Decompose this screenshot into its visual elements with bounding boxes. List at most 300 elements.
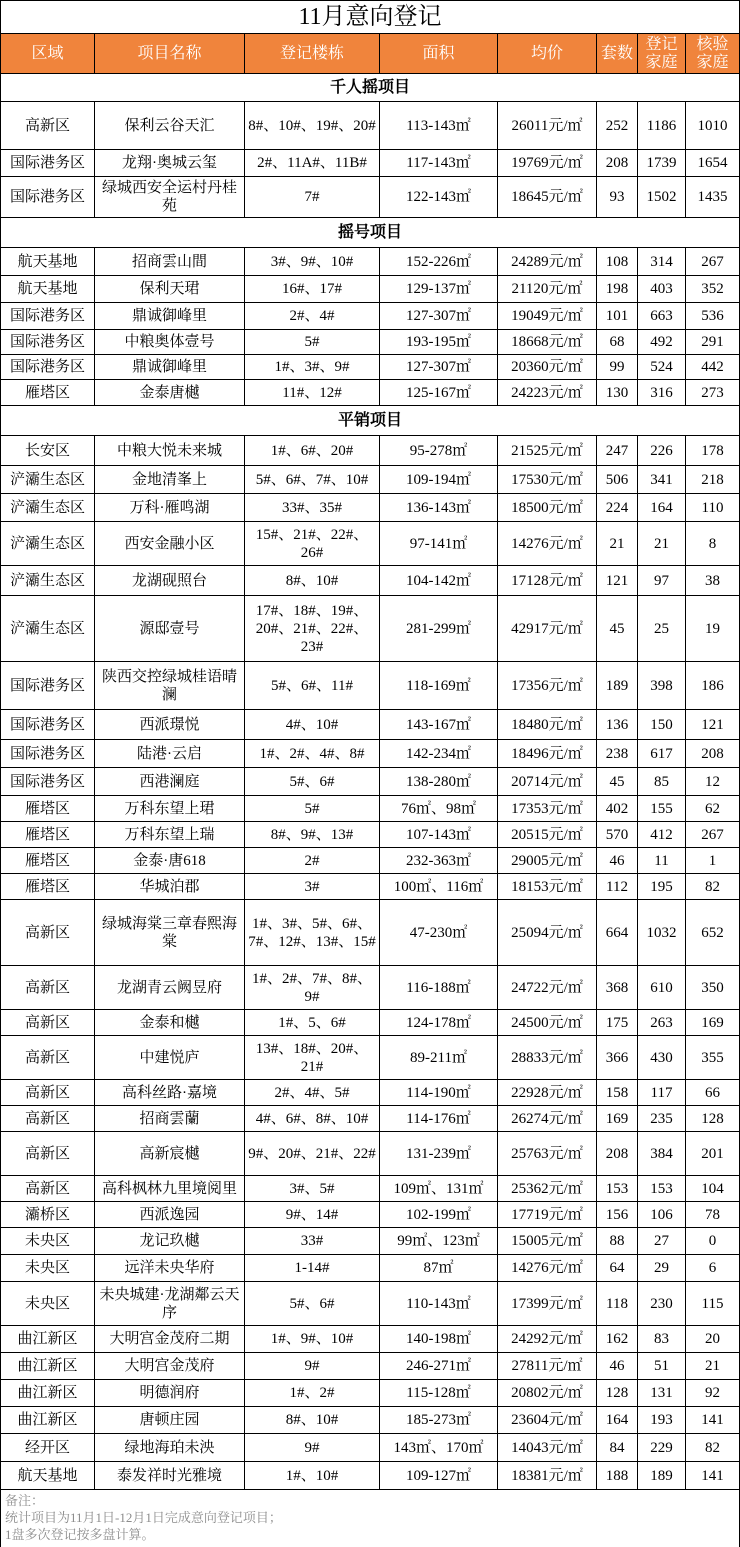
registered-households-cell: 106 (638, 1202, 686, 1227)
column-header-units (597, 34, 638, 73)
project-name-cell: 招商雲山間 (95, 248, 245, 275)
district-cell: 浐灞生态区 (0, 566, 95, 595)
registered-households-cell: 384 (638, 1132, 686, 1175)
building-numbers-cell: 1#、2#、7#、8#、9# (245, 966, 380, 1009)
average-price-cell: 18153元/㎡ (498, 874, 597, 899)
table-row (0, 494, 740, 522)
project-name-cell: 金泰唐樾 (95, 380, 245, 405)
column-header-label: 登记楼栋 (279, 44, 344, 62)
verified-households-cell: 78 (686, 1202, 740, 1227)
building-numbers-cell: 13#、18#、20#、21# (245, 1036, 380, 1079)
building-numbers-cell: 1#、3#、5#、6#、7#、12#、13#、15# (245, 900, 380, 965)
section-header-row (0, 74, 740, 102)
area-cell: 114-190㎡ (380, 1080, 498, 1105)
column-header-label: 项目名称 (137, 44, 202, 62)
verified-households-cell: 178 (686, 436, 740, 465)
building-numbers-cell: 9#、14# (245, 1202, 380, 1227)
column-header-building-numbers (245, 34, 380, 73)
project-name-cell: 金地清峯上 (95, 466, 245, 493)
district-cell: 高新区 (0, 1080, 95, 1105)
units-cell: 108 (597, 248, 638, 275)
registered-households-cell: 164 (638, 494, 686, 521)
average-price-cell: 26274元/㎡ (498, 1106, 597, 1131)
project-name-cell: 保利云谷天汇 (95, 102, 245, 149)
registered-households-cell: 21 (638, 522, 686, 565)
average-price-cell: 17128元/㎡ (498, 566, 597, 595)
building-numbers-cell: 1#、10# (245, 1462, 380, 1489)
table-row (0, 1380, 740, 1407)
project-name-cell: 陆港·云启 (95, 740, 245, 767)
table-row (0, 1228, 740, 1255)
table-row (0, 355, 740, 380)
verified-households-cell: 186 (686, 662, 740, 709)
district-cell: 未央区 (0, 1255, 95, 1281)
registered-households-cell: 610 (638, 966, 686, 1009)
area-cell: 109㎡、131㎡ (380, 1176, 498, 1201)
building-numbers-cell: 15#、21#、22#、26# (245, 522, 380, 565)
units-cell: 88 (597, 1228, 638, 1254)
district-cell: 高新区 (0, 1010, 95, 1035)
average-price-cell: 22928元/㎡ (498, 1080, 597, 1105)
table-row (0, 1282, 740, 1326)
area-cell: 122-143㎡ (380, 177, 498, 217)
table-row (0, 1434, 740, 1462)
units-cell: 68 (597, 330, 638, 354)
verified-households-cell: 12 (686, 768, 740, 795)
verified-households-cell: 267 (686, 822, 740, 847)
verified-households-cell: 62 (686, 796, 740, 821)
average-price-cell: 18381元/㎡ (498, 1462, 597, 1489)
column-header-area (380, 34, 498, 73)
units-cell: 368 (597, 966, 638, 1009)
average-price-cell: 14043元/㎡ (498, 1434, 597, 1461)
table-row (0, 380, 740, 406)
average-price-cell: 19049元/㎡ (498, 303, 597, 329)
project-name-cell: 高科枫林九里境阅里 (95, 1176, 245, 1201)
project-name-cell: 鼎诚御峰里 (95, 355, 245, 379)
units-cell: 198 (597, 276, 638, 302)
building-numbers-cell: 4#、10# (245, 710, 380, 739)
project-name-cell: 未央城建·龙湖鄰云天序 (95, 1282, 245, 1325)
area-cell: 142-234㎡ (380, 740, 498, 767)
project-name-cell: 绿城西安全运村丹桂苑 (95, 177, 245, 217)
district-cell: 曲江新区 (0, 1407, 95, 1433)
area-cell: 152-226㎡ (380, 248, 498, 275)
building-numbers-cell: 2#、4#、5# (245, 1080, 380, 1105)
area-cell: 138-280㎡ (380, 768, 498, 795)
verified-households-cell: 652 (686, 900, 740, 965)
table-row (0, 330, 740, 355)
district-cell: 雁塔区 (0, 822, 95, 847)
verified-households-cell: 442 (686, 355, 740, 379)
table-row (0, 303, 740, 330)
units-cell: 136 (597, 710, 638, 739)
average-price-cell: 24722元/㎡ (498, 966, 597, 1009)
area-cell: 246-271㎡ (380, 1353, 498, 1379)
building-numbers-cell: 1#、5、6# (245, 1010, 380, 1035)
area-cell: 113-143㎡ (380, 102, 498, 149)
table-body (0, 74, 740, 1490)
verified-households-cell: 208 (686, 740, 740, 767)
average-price-cell: 25362元/㎡ (498, 1176, 597, 1201)
units-cell: 247 (597, 436, 638, 465)
district-cell: 国际港务区 (0, 740, 95, 767)
average-price-cell: 14276元/㎡ (498, 1255, 597, 1281)
area-cell: 125-167㎡ (380, 380, 498, 405)
table-row (0, 900, 740, 966)
table-row (0, 1462, 740, 1490)
table-row (0, 1176, 740, 1202)
column-header-project-name (95, 34, 245, 73)
average-price-cell: 24289元/㎡ (498, 248, 597, 275)
building-numbers-cell: 1#、3#、9# (245, 355, 380, 379)
units-cell: 45 (597, 768, 638, 795)
area-cell: 136-143㎡ (380, 494, 498, 521)
units-cell: 156 (597, 1202, 638, 1227)
registered-households-cell: 155 (638, 796, 686, 821)
registered-households-cell: 403 (638, 276, 686, 302)
average-price-cell: 17719元/㎡ (498, 1202, 597, 1227)
project-name-cell: 高科丝路·嘉境 (95, 1080, 245, 1105)
notes-line: 1盘多次登记按多盘计算。 (5, 1527, 155, 1542)
area-cell: 232-363㎡ (380, 848, 498, 873)
registered-households-cell: 230 (638, 1282, 686, 1325)
registered-households-cell: 195 (638, 874, 686, 899)
registered-households-cell: 150 (638, 710, 686, 739)
project-name-cell: 西派逸园 (95, 1202, 245, 1227)
project-name-cell: 泰发祥时光雅境 (95, 1462, 245, 1489)
verified-households-cell: 1010 (686, 102, 740, 149)
section-header: 千人摇项目 (0, 74, 740, 101)
project-name-cell: 大明宫金茂府 (95, 1353, 245, 1379)
section-header: 摇号项目 (0, 218, 740, 247)
table-row (0, 276, 740, 303)
project-name-cell: 中粮奥体壹号 (95, 330, 245, 354)
building-numbers-cell: 5#、6# (245, 768, 380, 795)
area-cell: 47-230㎡ (380, 900, 498, 965)
table-row (0, 1132, 740, 1176)
table-row (0, 740, 740, 768)
average-price-cell: 20714元/㎡ (498, 768, 597, 795)
verified-households-cell: 6 (686, 1255, 740, 1281)
registered-households-cell: 11 (638, 848, 686, 873)
registered-households-cell: 430 (638, 1036, 686, 1079)
district-cell: 国际港务区 (0, 303, 95, 329)
district-cell: 曲江新区 (0, 1326, 95, 1352)
page-title: 11月意向登记 (0, 1, 740, 33)
units-cell: 188 (597, 1462, 638, 1489)
district-cell: 国际港务区 (0, 177, 95, 217)
registered-households-cell: 1502 (638, 177, 686, 217)
building-numbers-cell: 9#、20#、21#、22# (245, 1132, 380, 1175)
area-cell: 127-307㎡ (380, 355, 498, 379)
average-price-cell: 17356元/㎡ (498, 662, 597, 709)
district-cell: 国际港务区 (0, 330, 95, 354)
units-cell: 128 (597, 1380, 638, 1406)
verified-households-cell: 19 (686, 596, 740, 661)
area-cell: 281-299㎡ (380, 596, 498, 661)
registered-households-cell: 412 (638, 822, 686, 847)
registered-households-cell: 85 (638, 768, 686, 795)
building-numbers-cell: 17#、18#、19#、20#、21#、22#、23# (245, 596, 380, 661)
table-row (0, 1353, 740, 1380)
registered-households-cell: 524 (638, 355, 686, 379)
verified-households-cell: 141 (686, 1462, 740, 1489)
area-cell: 89-211㎡ (380, 1036, 498, 1079)
area-cell: 185-273㎡ (380, 1407, 498, 1433)
area-cell: 104-142㎡ (380, 566, 498, 595)
project-name-cell: 中建悦庐 (95, 1036, 245, 1079)
average-price-cell: 24223元/㎡ (498, 380, 597, 405)
average-price-cell: 20802元/㎡ (498, 1380, 597, 1406)
table-row (0, 248, 740, 276)
units-cell: 153 (597, 1176, 638, 1201)
table-row (0, 796, 740, 822)
project-name-cell: 万科·雁鸣湖 (95, 494, 245, 521)
building-numbers-cell: 33# (245, 1228, 380, 1254)
district-cell: 高新区 (0, 1106, 95, 1131)
area-cell: 110-143㎡ (380, 1282, 498, 1325)
verified-households-cell: 355 (686, 1036, 740, 1079)
column-header-average-price (498, 34, 597, 73)
verified-households-cell: 273 (686, 380, 740, 405)
units-cell: 84 (597, 1434, 638, 1461)
verified-households-cell: 104 (686, 1176, 740, 1201)
table-row (0, 1407, 740, 1434)
building-numbers-cell: 9# (245, 1353, 380, 1379)
section-header: 平销项目 (0, 406, 740, 435)
project-name-cell: 西港澜庭 (95, 768, 245, 795)
building-numbers-cell: 8#、9#、13# (245, 822, 380, 847)
units-cell: 402 (597, 796, 638, 821)
registered-households-cell: 1186 (638, 102, 686, 149)
area-cell: 109-127㎡ (380, 1462, 498, 1489)
column-header-label: 区域 (31, 44, 64, 62)
table-row (0, 1255, 740, 1282)
district-cell: 灞桥区 (0, 1202, 95, 1227)
area-cell: 124-178㎡ (380, 1010, 498, 1035)
table-row (0, 596, 740, 662)
units-cell: 101 (597, 303, 638, 329)
building-numbers-cell: 9# (245, 1434, 380, 1461)
district-cell: 浐灞生态区 (0, 494, 95, 521)
area-cell: 117-143㎡ (380, 150, 498, 176)
district-cell: 长安区 (0, 436, 95, 465)
registered-households-cell: 153 (638, 1176, 686, 1201)
building-numbers-cell: 3# (245, 874, 380, 899)
building-numbers-cell: 3#、9#、10# (245, 248, 380, 275)
project-name-cell: 大明宫金茂府二期 (95, 1326, 245, 1352)
district-cell: 雁塔区 (0, 874, 95, 899)
area-cell: 127-307㎡ (380, 303, 498, 329)
column-header-district (0, 34, 95, 73)
registered-households-cell: 131 (638, 1380, 686, 1406)
table-row (0, 848, 740, 874)
registered-households-cell: 235 (638, 1106, 686, 1131)
average-price-cell: 28833元/㎡ (498, 1036, 597, 1079)
units-cell: 189 (597, 662, 638, 709)
verified-households-cell: 82 (686, 1434, 740, 1461)
units-cell: 93 (597, 177, 638, 217)
district-cell: 高新区 (0, 900, 95, 965)
verified-households-cell: 1435 (686, 177, 740, 217)
average-price-cell: 21120元/㎡ (498, 276, 597, 302)
average-price-cell: 18645元/㎡ (498, 177, 597, 217)
column-header-registered-households (638, 34, 686, 73)
column-header-label: 登记家庭 (645, 35, 678, 71)
verified-households-cell: 110 (686, 494, 740, 521)
column-header-label: 核验家庭 (696, 35, 729, 71)
registered-households-cell: 663 (638, 303, 686, 329)
column-header-row (0, 34, 740, 74)
units-cell: 21 (597, 522, 638, 565)
district-cell: 经开区 (0, 1434, 95, 1461)
building-numbers-cell: 8#、10# (245, 1407, 380, 1433)
table-row (0, 662, 740, 710)
district-cell: 曲江新区 (0, 1353, 95, 1379)
registered-households-cell: 316 (638, 380, 686, 405)
units-cell: 175 (597, 1010, 638, 1035)
table-row (0, 177, 740, 218)
table-row (0, 1106, 740, 1132)
verified-households-cell: 1654 (686, 150, 740, 176)
registered-households-cell: 83 (638, 1326, 686, 1352)
verified-households-cell: 66 (686, 1080, 740, 1105)
project-name-cell: 龙湖青云阙昱府 (95, 966, 245, 1009)
project-name-cell: 万科东望上瑞 (95, 822, 245, 847)
area-cell: 107-143㎡ (380, 822, 498, 847)
district-cell: 浐灞生态区 (0, 466, 95, 493)
building-numbers-cell: 2# (245, 848, 380, 873)
units-cell: 118 (597, 1282, 638, 1325)
average-price-cell: 21525元/㎡ (498, 436, 597, 465)
project-name-cell: 招商雲蘭 (95, 1106, 245, 1131)
project-name-cell: 远洋未央华府 (95, 1255, 245, 1281)
table-row (0, 822, 740, 848)
building-numbers-cell: 7# (245, 177, 380, 217)
table-row (0, 466, 740, 494)
project-name-cell: 绿城海棠三章春熙海棠 (95, 900, 245, 965)
average-price-cell: 24292元/㎡ (498, 1326, 597, 1352)
units-cell: 208 (597, 1132, 638, 1175)
building-numbers-cell: 1#、9#、10# (245, 1326, 380, 1352)
table-row (0, 1326, 740, 1353)
column-header-label: 均价 (530, 44, 563, 62)
units-cell: 238 (597, 740, 638, 767)
table-row (0, 150, 740, 177)
units-cell: 506 (597, 466, 638, 493)
registered-households-cell: 314 (638, 248, 686, 275)
area-cell: 143-167㎡ (380, 710, 498, 739)
average-price-cell: 25763元/㎡ (498, 1132, 597, 1175)
notes (0, 1490, 740, 1547)
registered-households-cell: 27 (638, 1228, 686, 1254)
registered-households-cell: 492 (638, 330, 686, 354)
project-name-cell: 西派璟悦 (95, 710, 245, 739)
building-numbers-cell: 5#、6# (245, 1282, 380, 1325)
average-price-cell: 20360元/㎡ (498, 355, 597, 379)
district-cell: 国际港务区 (0, 710, 95, 739)
verified-households-cell: 201 (686, 1132, 740, 1175)
average-price-cell: 18668元/㎡ (498, 330, 597, 354)
section-header-row (0, 406, 740, 436)
project-name-cell: 金泰和樾 (95, 1010, 245, 1035)
registered-households-cell: 398 (638, 662, 686, 709)
building-numbers-cell: 2#、4# (245, 303, 380, 329)
district-cell: 高新区 (0, 1176, 95, 1201)
project-name-cell: 中粮大悦未来城 (95, 436, 245, 465)
area-cell: 193-195㎡ (380, 330, 498, 354)
district-cell: 浐灞生态区 (0, 522, 95, 565)
table-row (0, 102, 740, 150)
registered-households-cell: 1032 (638, 900, 686, 965)
table-row (0, 1202, 740, 1228)
title-row (0, 0, 740, 34)
average-price-cell: 18480元/㎡ (498, 710, 597, 739)
units-cell: 130 (597, 380, 638, 405)
area-cell: 97-141㎡ (380, 522, 498, 565)
district-cell: 浐灞生态区 (0, 596, 95, 661)
verified-households-cell: 0 (686, 1228, 740, 1254)
table-row (0, 966, 740, 1010)
average-price-cell: 23604元/㎡ (498, 1407, 597, 1433)
table-row (0, 710, 740, 740)
area-cell: 99㎡、123㎡ (380, 1228, 498, 1254)
registered-households-cell: 117 (638, 1080, 686, 1105)
average-price-cell: 20515元/㎡ (498, 822, 597, 847)
building-numbers-cell: 11#、12# (245, 380, 380, 405)
building-numbers-cell: 5# (245, 330, 380, 354)
notes-line: 统计项目为11月1日-12月1日完成意向登记项目； (5, 1510, 282, 1525)
district-cell: 雁塔区 (0, 380, 95, 405)
average-price-cell: 14276元/㎡ (498, 522, 597, 565)
column-header-label: 套数 (600, 44, 633, 62)
district-cell: 国际港务区 (0, 150, 95, 176)
project-name-cell: 保利天珺 (95, 276, 245, 302)
average-price-cell: 27811元/㎡ (498, 1353, 597, 1379)
project-name-cell: 源邸壹号 (95, 596, 245, 661)
registered-households-cell: 1739 (638, 150, 686, 176)
building-numbers-cell: 8#、10#、19#、20# (245, 102, 380, 149)
units-cell: 46 (597, 1353, 638, 1379)
verified-households-cell: 115 (686, 1282, 740, 1325)
registered-households-cell: 25 (638, 596, 686, 661)
area-cell: 100㎡、116㎡ (380, 874, 498, 899)
average-price-cell: 29005元/㎡ (498, 848, 597, 873)
verified-households-cell: 121 (686, 710, 740, 739)
units-cell: 664 (597, 900, 638, 965)
registered-households-cell: 29 (638, 1255, 686, 1281)
project-name-cell: 华城泊郡 (95, 874, 245, 899)
area-cell: 116-188㎡ (380, 966, 498, 1009)
project-name-cell: 西安金融小区 (95, 522, 245, 565)
area-cell: 115-128㎡ (380, 1380, 498, 1406)
average-price-cell: 17353元/㎡ (498, 796, 597, 821)
units-cell: 208 (597, 150, 638, 176)
district-cell: 国际港务区 (0, 355, 95, 379)
section-header-row (0, 218, 740, 248)
project-name-cell: 陕西交控绿城桂语晴澜 (95, 662, 245, 709)
verified-households-cell: 352 (686, 276, 740, 302)
area-cell: 87㎡ (380, 1255, 498, 1281)
verified-households-cell: 218 (686, 466, 740, 493)
area-cell: 76㎡、98㎡ (380, 796, 498, 821)
registered-households-cell: 193 (638, 1407, 686, 1433)
building-numbers-cell: 1-14# (245, 1255, 380, 1281)
units-cell: 252 (597, 102, 638, 149)
building-numbers-cell: 1#、2#、4#、8# (245, 740, 380, 767)
verified-households-cell: 141 (686, 1407, 740, 1433)
